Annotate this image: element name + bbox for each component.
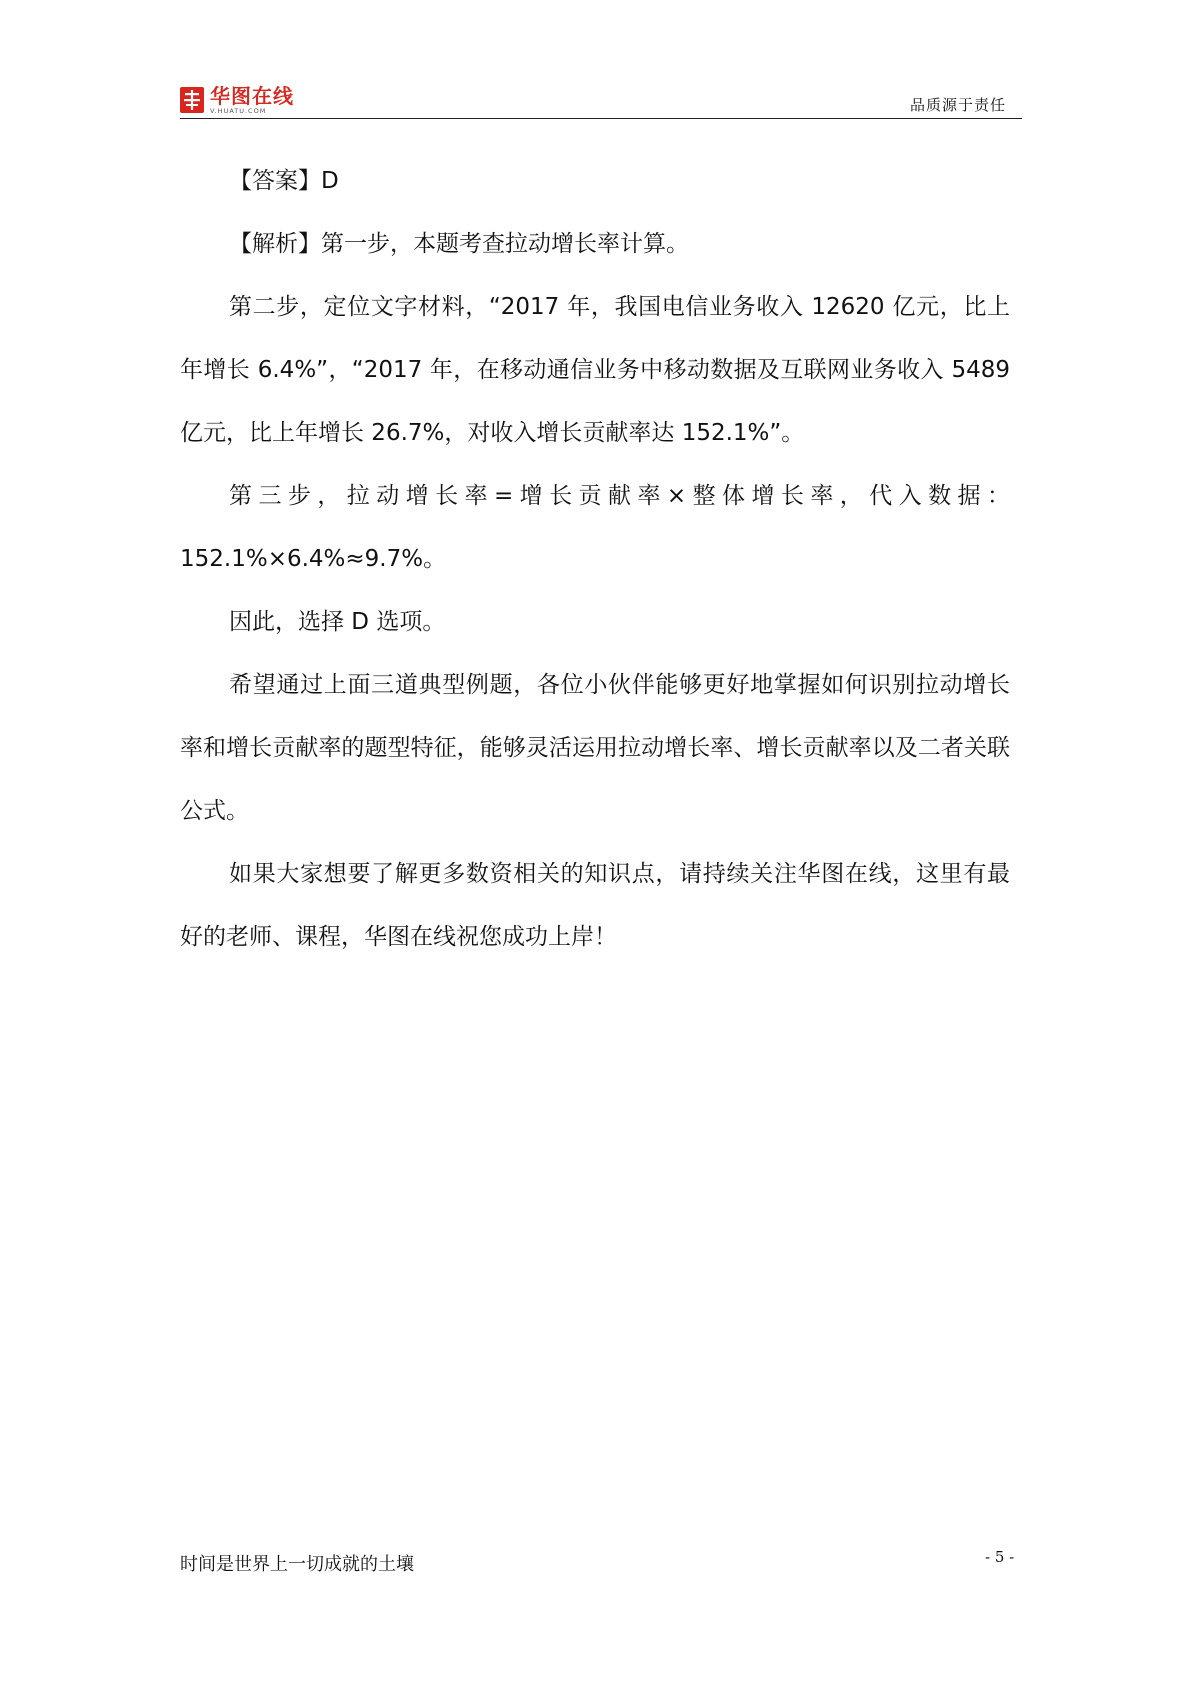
footer-motto: 时间是世界上一切成就的土壤 xyxy=(180,1554,414,1575)
closing-paragraph: 如果大家想要了解更多数资相关的知识点，请持续关注华图在线，这里有最好的老师、课程，华图在线祝您成功上岸！ xyxy=(180,861,1010,950)
analysis-step2: 第二步，定位文字材料，“2017 年，我国电信业务收入 12620 亿元，比上年增长 6.4%”，“2017 年，在移动通信业务中移动数据及互联网业务收入 5489 亿元，比上年增长 26.7%，对收入增长贡献率达 152.1%”。 xyxy=(180,294,1010,446)
page-number: - 5 - xyxy=(985,1548,1015,1566)
analysis-step1: 【解析】第一步，本题考查拉动增长率计算。 xyxy=(229,231,689,257)
huatu-logo xyxy=(180,83,294,115)
logo-text xyxy=(210,83,294,115)
answer-line: 【答案】D xyxy=(229,168,339,194)
page-header xyxy=(180,84,1022,119)
analysis-step3: 第三步，拉动增长率=增长贡献率×整体增长率，代入数据：152.1%×6.4%≈9.7%。 xyxy=(180,483,1010,572)
document-body xyxy=(180,150,1010,969)
header-slogan: 品质源于责任 xyxy=(909,96,1006,114)
logo-url: V.HUATU.COM xyxy=(210,106,267,115)
conclusion-paragraph: 因此，选择 D 选项。 xyxy=(229,609,446,635)
huatu-logo-icon xyxy=(180,87,204,113)
logo-name: 华图在线 xyxy=(210,83,294,108)
wish-paragraph: 希望通过上面三道典型例题，各位小伙伴能够更好地掌握如何识别拉动增长率和增长贡献率的题型特征，能够灵活运用拉动增长率、增长贡献率以及二者关联公式。 xyxy=(180,672,1010,824)
